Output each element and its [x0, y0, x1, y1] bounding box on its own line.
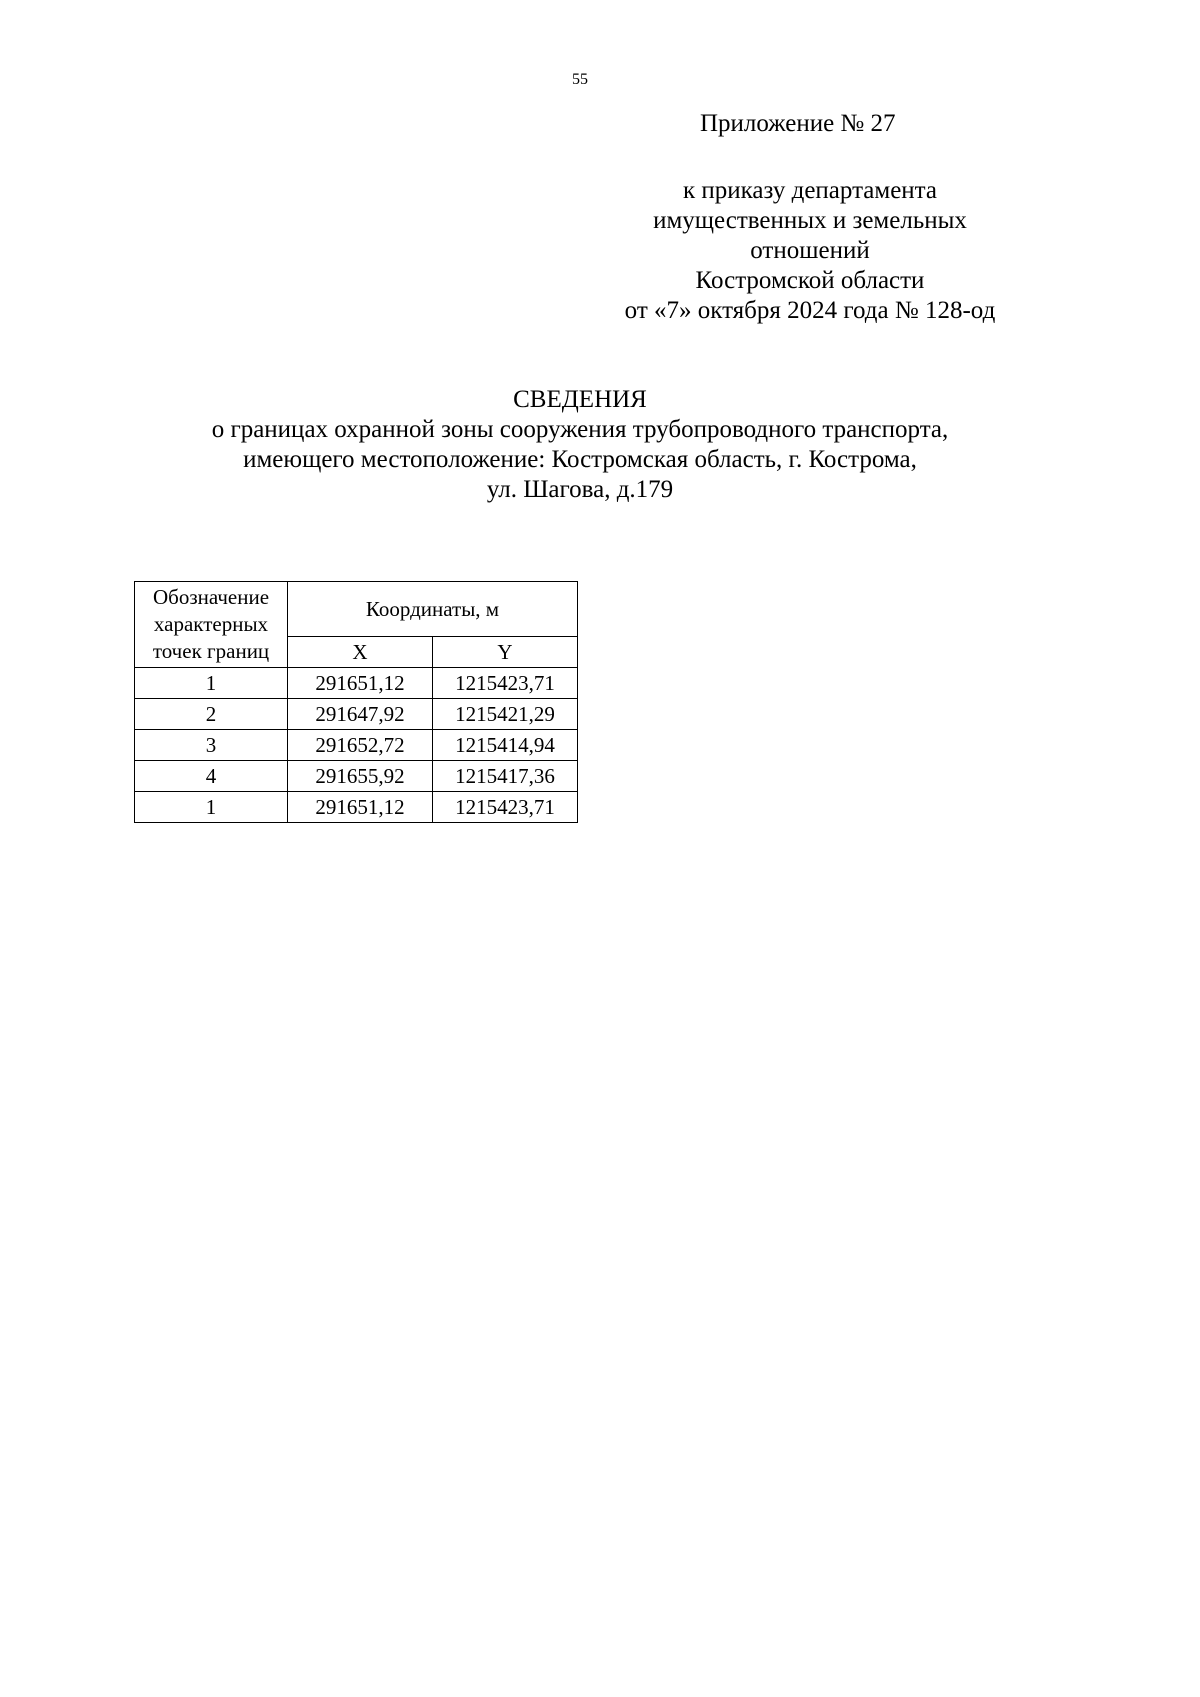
- document-subtitle-line: ул. Шагова, д.179: [486, 476, 674, 503]
- page-number: 55: [572, 71, 588, 88]
- table-row: [135, 730, 578, 761]
- order-reference-line: к приказу департамента: [682, 177, 938, 204]
- header-x: X: [288, 637, 433, 668]
- document-heading: [80, 385, 1080, 505]
- cell-x: 291652,72: [288, 730, 433, 761]
- table-row: [135, 792, 578, 823]
- coordinates-table: [134, 581, 578, 823]
- cell-x: 291655,92: [288, 761, 433, 792]
- cell-point: 4: [135, 761, 288, 792]
- document-subtitle-line: о границах охранной зоны сооружения трубопроводного транспорта,: [211, 416, 949, 443]
- cell-point: 2: [135, 699, 288, 730]
- header-point-line: Обозначение: [152, 585, 270, 609]
- cell-x: 291651,12: [288, 668, 433, 699]
- cell-y: 1215417,36: [433, 761, 578, 792]
- cell-y: 1215423,71: [433, 792, 578, 823]
- table-row: [135, 668, 578, 699]
- cell-x: 291651,12: [288, 792, 433, 823]
- order-reference-line: Костромской области: [695, 267, 925, 294]
- cell-point: 1: [135, 668, 288, 699]
- cell-x: 291647,92: [288, 699, 433, 730]
- header-y: Y: [433, 637, 578, 668]
- order-reference-line: отношений: [750, 237, 870, 264]
- document-subtitle-line: имеющего местоположение: Костромская область, г. Кострома,: [243, 446, 917, 473]
- order-reference: [560, 176, 1060, 326]
- document-title: СВЕДЕНИЯ: [513, 386, 647, 413]
- cell-point: 3: [135, 730, 288, 761]
- header-point-line: точек границ: [152, 639, 270, 663]
- order-reference-line: имущественных и земельных: [653, 207, 967, 234]
- cell-point: 1: [135, 792, 288, 823]
- header-point-designation: [135, 582, 288, 668]
- cell-y: 1215421,29: [433, 699, 578, 730]
- header-coordinates: Координаты, м: [288, 582, 578, 637]
- appendix-title: Приложение № 27: [700, 110, 896, 137]
- cell-y: 1215414,94: [433, 730, 578, 761]
- order-reference-line: от «7» октября 2024 года № 128-од: [624, 297, 996, 324]
- header-point-line: характерных: [153, 612, 269, 636]
- cell-y: 1215423,71: [433, 668, 578, 699]
- table-row: [135, 761, 578, 792]
- table-row: [135, 699, 578, 730]
